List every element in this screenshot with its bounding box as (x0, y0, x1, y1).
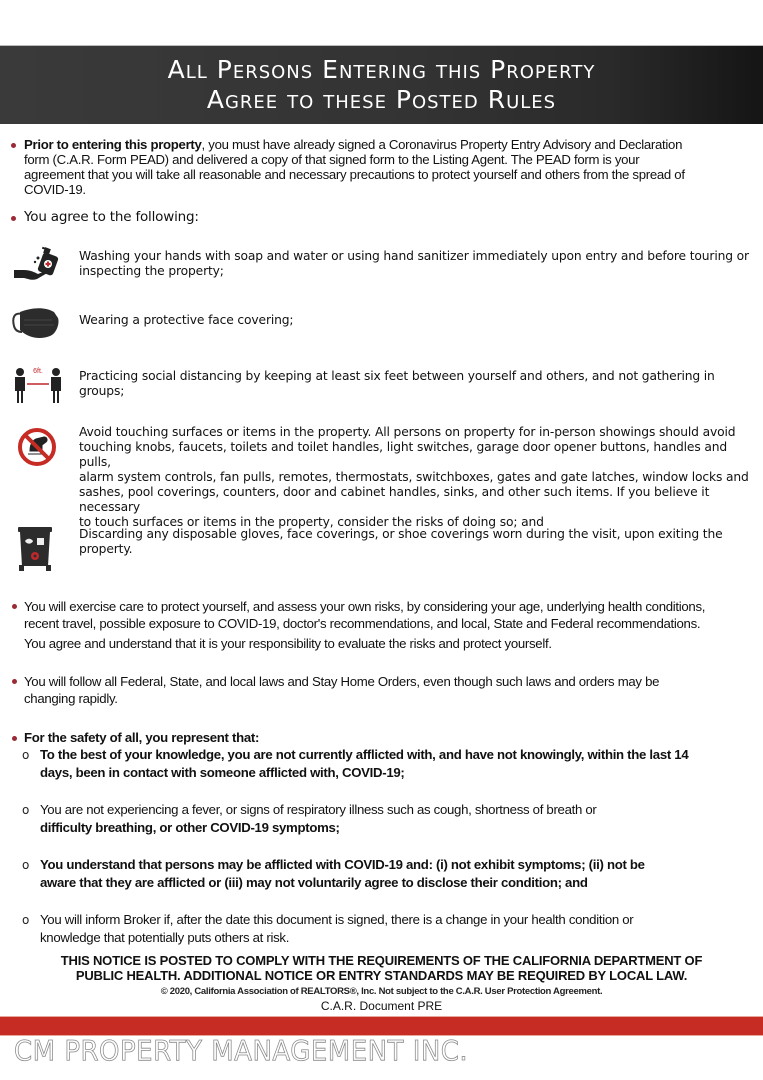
rule-text-line: touching knobs, faucets, toilets and toilet handles, light switches, garage door opener buttons, handles and pulls, (79, 440, 728, 469)
bullet-icon (11, 216, 16, 221)
rule-text (79, 313, 755, 328)
laws-line-2: changing rapidly. (24, 691, 118, 706)
represent-line: You will inform Broker if, after the date this document is signed, there is a change in your health condition or (40, 912, 634, 927)
bullet-icon (12, 604, 17, 609)
rule-text-line: property. (79, 542, 133, 556)
rule-text (79, 249, 755, 279)
care-paragraph (24, 598, 759, 653)
represent-line: To the best of your knowledge, you are not currently afflicted with, and have not knowingly, within the last 14 (40, 747, 689, 762)
social-distance-icon (12, 364, 64, 404)
represent-heading: For the safety of all, you represent that: (24, 730, 260, 745)
represent-line: knowledge that potentially puts others at risk. (40, 930, 290, 945)
rule-text (79, 527, 755, 557)
red-divider-bar (0, 1016, 763, 1036)
circle-bullet-icon: o (22, 913, 30, 927)
care-line-1: You will exercise care to protect yourself, and assess your own risks, by considering your age, underlying health conditions, (24, 599, 706, 614)
bullet-icon (12, 679, 17, 684)
intro-line-4: COVID-19. (24, 182, 86, 197)
header-title-line-2: Agree to these Posted Rules (206, 85, 557, 114)
copyright-text: © 2020, California Association of REALTORS®, Inc. Not subject to the C.A.R. User Protection Agreement. (160, 986, 603, 997)
notice-line-1: THIS NOTICE IS POSTED TO COMPLY WITH THE REQUIREMENTS OF THE CALIFORNIA DEPARTMENT OF (60, 953, 703, 968)
bullet-icon (11, 143, 16, 148)
circle-bullet-icon: o (22, 748, 30, 762)
rule-text-line: Wearing a protective face covering; (79, 313, 294, 327)
care-line-2: recent travel, possible exposure to COVID-19, doctor's recommendations, and local, State and Federal recommendations. (24, 616, 701, 631)
laws-paragraph (24, 673, 759, 707)
represent-line: difficulty breathing, or other COVID-19 symptoms; (40, 820, 340, 835)
rule-text-line: Washing your hands with soap and water or using hand sanitizer immediately upon entry and before touring or (79, 249, 749, 263)
rule-text-line: alarm system controls, fan pulls, remotes, thermostats, switchboxes, gates and gate latches, window locks and (79, 470, 749, 484)
header-title-line-1: All Persons Entering this Property (167, 55, 596, 84)
rule-text-line: sashes, pool coverings, counters, door and cabinet handles, sinks, and other such items. If you believe it necessary (79, 485, 710, 514)
care-line-3: You agree and understand that it is your responsibility to evaluate the risks and protect yourself. (24, 636, 552, 651)
rule-text (79, 369, 755, 399)
header-banner (0, 45, 763, 124)
document-id: C.A.R. Document PRE (320, 999, 443, 1013)
represent-line: You understand that persons may be afflicted with COVID-19 and: (i) not exhibit symptoms; (ii) not be (40, 857, 645, 872)
represent-item-text (40, 911, 740, 947)
intro-line-3: agreement that you will take all reasonable and necessary precautions to protect yourself and others from the spread of (24, 167, 685, 182)
intro-line-2: form (C.A.R. Form PEAD) and delivered a copy of that signed form to the Listing Agent. The PEAD form is your (24, 152, 640, 167)
represent-line: You are not experiencing a fever, or signs of respiratory illness such as cough, shortness of breath or (40, 802, 597, 817)
footer-brand: CM PROPERTY MANAGEMENT INC. (14, 1034, 469, 1067)
agree-heading: You agree to the following: (24, 209, 199, 225)
distance-label: 6ft. (33, 368, 43, 375)
circle-bullet-icon: o (22, 803, 30, 817)
rule-text-line: to touch surfaces or items in the property, consider the risks of doing so; and (79, 515, 544, 529)
face-mask-icon (12, 306, 62, 340)
intro-bold-lead: Prior to entering this property (24, 137, 202, 152)
laws-line-1: You will follow all Federal, State, and local laws and Stay Home Orders, even though such laws and orders may be (24, 674, 660, 689)
represent-item-text (40, 746, 740, 782)
circle-bullet-icon: o (22, 858, 30, 872)
biohazard-bin-icon (17, 527, 53, 571)
rule-text (79, 425, 755, 530)
no-touch-icon (16, 426, 58, 468)
represent-item-text (40, 856, 740, 892)
hand-sanitizer-icon (12, 246, 64, 282)
rule-text-line: Avoid touching surfaces or items in the property. All persons on property for in-person showings should avoid (79, 425, 736, 439)
represent-line: days, been in contact with someone afflicted with, COVID-19; (40, 765, 405, 780)
rule-text-line: Practicing social distancing by keeping at least six feet between yourself and others, and not gathering in groups; (79, 369, 715, 398)
represent-line: aware that they are afflicted or (iii) may not voluntarily agree to disclose their condition; and (40, 875, 588, 890)
notice-line-2: PUBLIC HEALTH. ADDITIONAL NOTICE OR ENTRY STANDARDS MAY BE REQUIRED BY LOCAL LAW. (75, 968, 688, 983)
rule-text-line: Discarding any disposable gloves, face coverings, or shoe coverings worn during the visit, upon exiting the (79, 527, 723, 541)
intro-line-1: , you must have already signed a Coronavirus Property Entry Advisory and Declaration (201, 137, 683, 152)
rule-text-line: inspecting the property; (79, 264, 224, 278)
bullet-icon (12, 736, 17, 741)
represent-item-text (40, 801, 740, 837)
intro-paragraph (24, 137, 759, 197)
